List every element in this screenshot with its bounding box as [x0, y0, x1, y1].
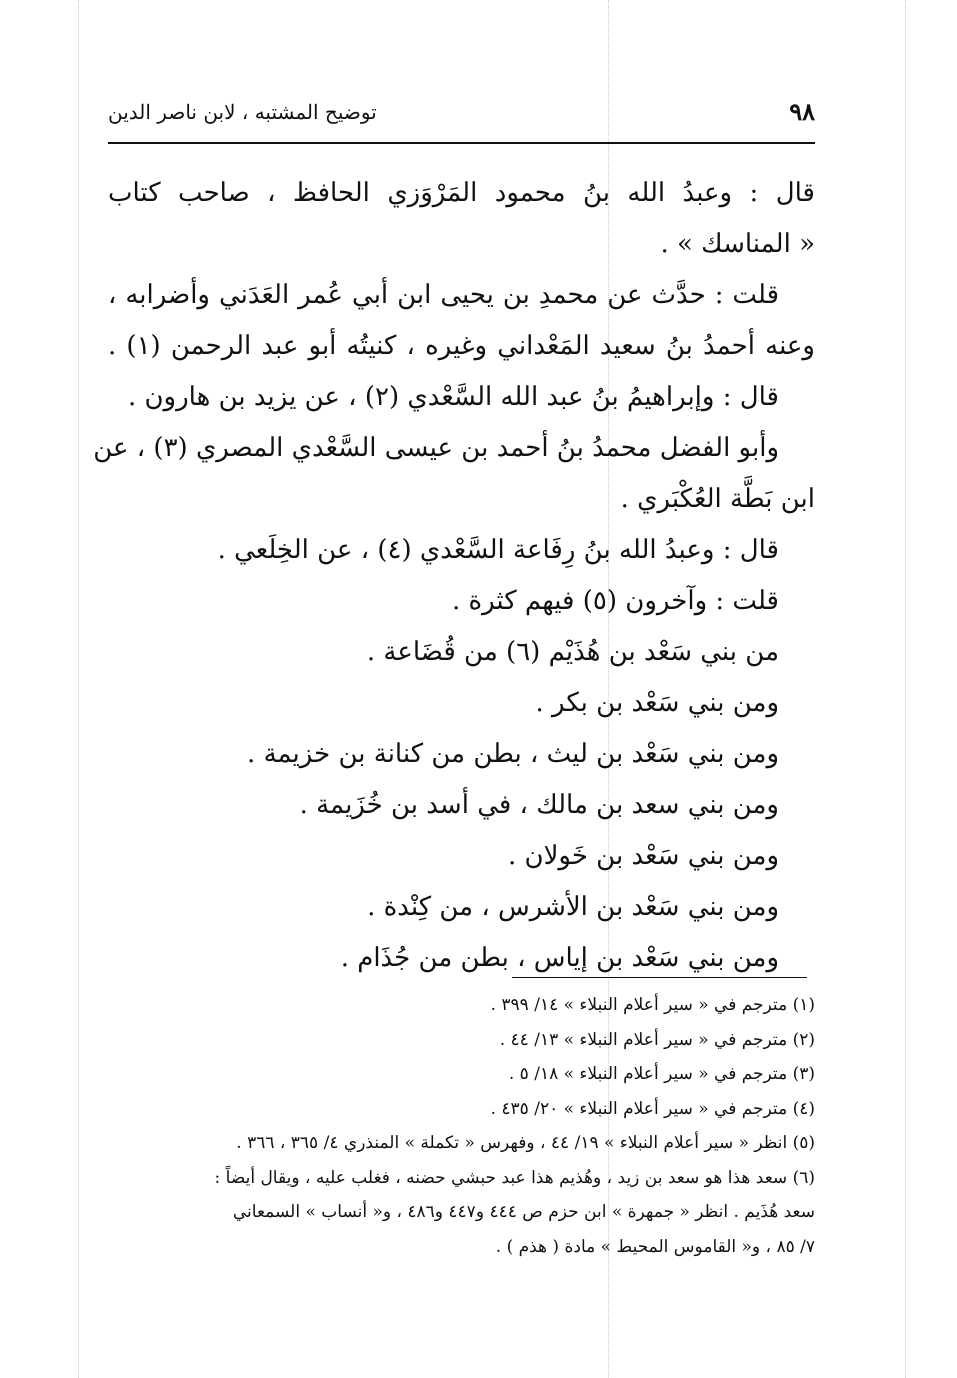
footnote: (٣) مترجم في « سير أعلام النبلاء » ١٨/ ٥ .: [508, 1064, 815, 1084]
body-line: ومن بني سَعْد بن خَولان .: [507, 841, 779, 871]
body-line: قال : وإبراهيمُ بنُ عبد الله السَّعْدي (٢) ، عن يزيد بن هارون .: [127, 382, 779, 412]
footnote: (٤) مترجم في « سير أعلام النبلاء » ٢٠/ ٤٣٥ .: [490, 1098, 815, 1119]
running-title: توضيح المشتبه ، لابن ناصر الدين: [108, 100, 377, 124]
footnote: (٢) مترجم في « سير أعلام النبلاء » ١٣/ ٤٤ .: [499, 1029, 815, 1050]
body-line: « المناسك » .: [660, 229, 815, 259]
body-line: ومن بني سَعْد بن بكر .: [535, 688, 779, 718]
body-line: قال : وعبدُ الله بنُ رِفَاعة السَّعْدي (٤) ، عن الخِلَعي .: [217, 535, 779, 565]
footnote: (٦) سعد هذا هو سعد بن زيد ، وهُذيم هذا عبد حبشي حضنه ، فغلب عليه ، ويقال أيضاً :: [214, 1167, 815, 1188]
body-line: ومن بني سَعْد بن ليث ، بطن من كنانة بن خزيمة .: [247, 739, 779, 769]
body-text: [93, 168, 815, 984]
body-line: قلت : حدَّث عن محمدِ بن يحيى ابن أبي عُمر العَدَني وأضرابه ،: [108, 280, 779, 310]
body-line: وعنه أحمدُ بنُ سعيد المَعْداني وغيره ، كنيتُه أبو عبد الرحمن (١) .: [108, 331, 815, 361]
body-line: ابن بَطَّة العُكْبَري .: [620, 484, 815, 514]
footnote-continuation: ٧/ ٨٥ ، و« القاموس المحيط » مادة ( هذم ) .: [495, 1236, 815, 1257]
body-line: ومن بني سَعْد بن الأشرس ، من كِنْدة .: [367, 892, 779, 922]
body-line: وأبو الفضل محمدُ بنُ أحمد بن عيسى السَّعْدي المصري (٣) ، عن: [93, 433, 779, 463]
footnote: (٥) انظر « سير أعلام النبلاء » ١٩/ ٤٤ ، وفهرس « تكملة » المنذري ٤/ ٣٦٥ ، ٣٦٦ .: [236, 1133, 815, 1153]
body-line: قال : وعبدُ الله بنُ محمود المَرْوَزي الحافظ ، صاحب كتاب: [108, 178, 815, 208]
scan-artifact-line: [78, 0, 79, 1378]
page-header: [108, 92, 815, 132]
header-rule: [108, 142, 815, 144]
footnote-continuation: سعد هُذَيم . انظر « جمهرة » ابن حزم ص ٤٤٤ و٤٤٧ و٤٨٦ ، و« أنساب » السمعاني: [232, 1202, 815, 1222]
scan-artifact-line: [905, 0, 906, 1378]
footnote-rule: [512, 977, 807, 978]
page-number: ٩٨: [789, 97, 815, 126]
body-line: قلت : وآخرون (٥) فيهم كثرة .: [451, 586, 779, 616]
footnotes: [108, 988, 815, 1264]
footnote: (١) مترجم في « سير أعلام النبلاء » ١٤/ ٣٩٩ .: [490, 995, 815, 1015]
body-line: ومن بني سعد بن مالك ، في أسد بن خُزَيمة .: [299, 790, 779, 820]
body-line: من بني سَعْد بن هُذَيْم (٦) من قُضَاعة .: [366, 637, 779, 667]
body-line: ومن بني سَعْد بن إياس ، بطن من جُذَام .: [340, 943, 779, 973]
